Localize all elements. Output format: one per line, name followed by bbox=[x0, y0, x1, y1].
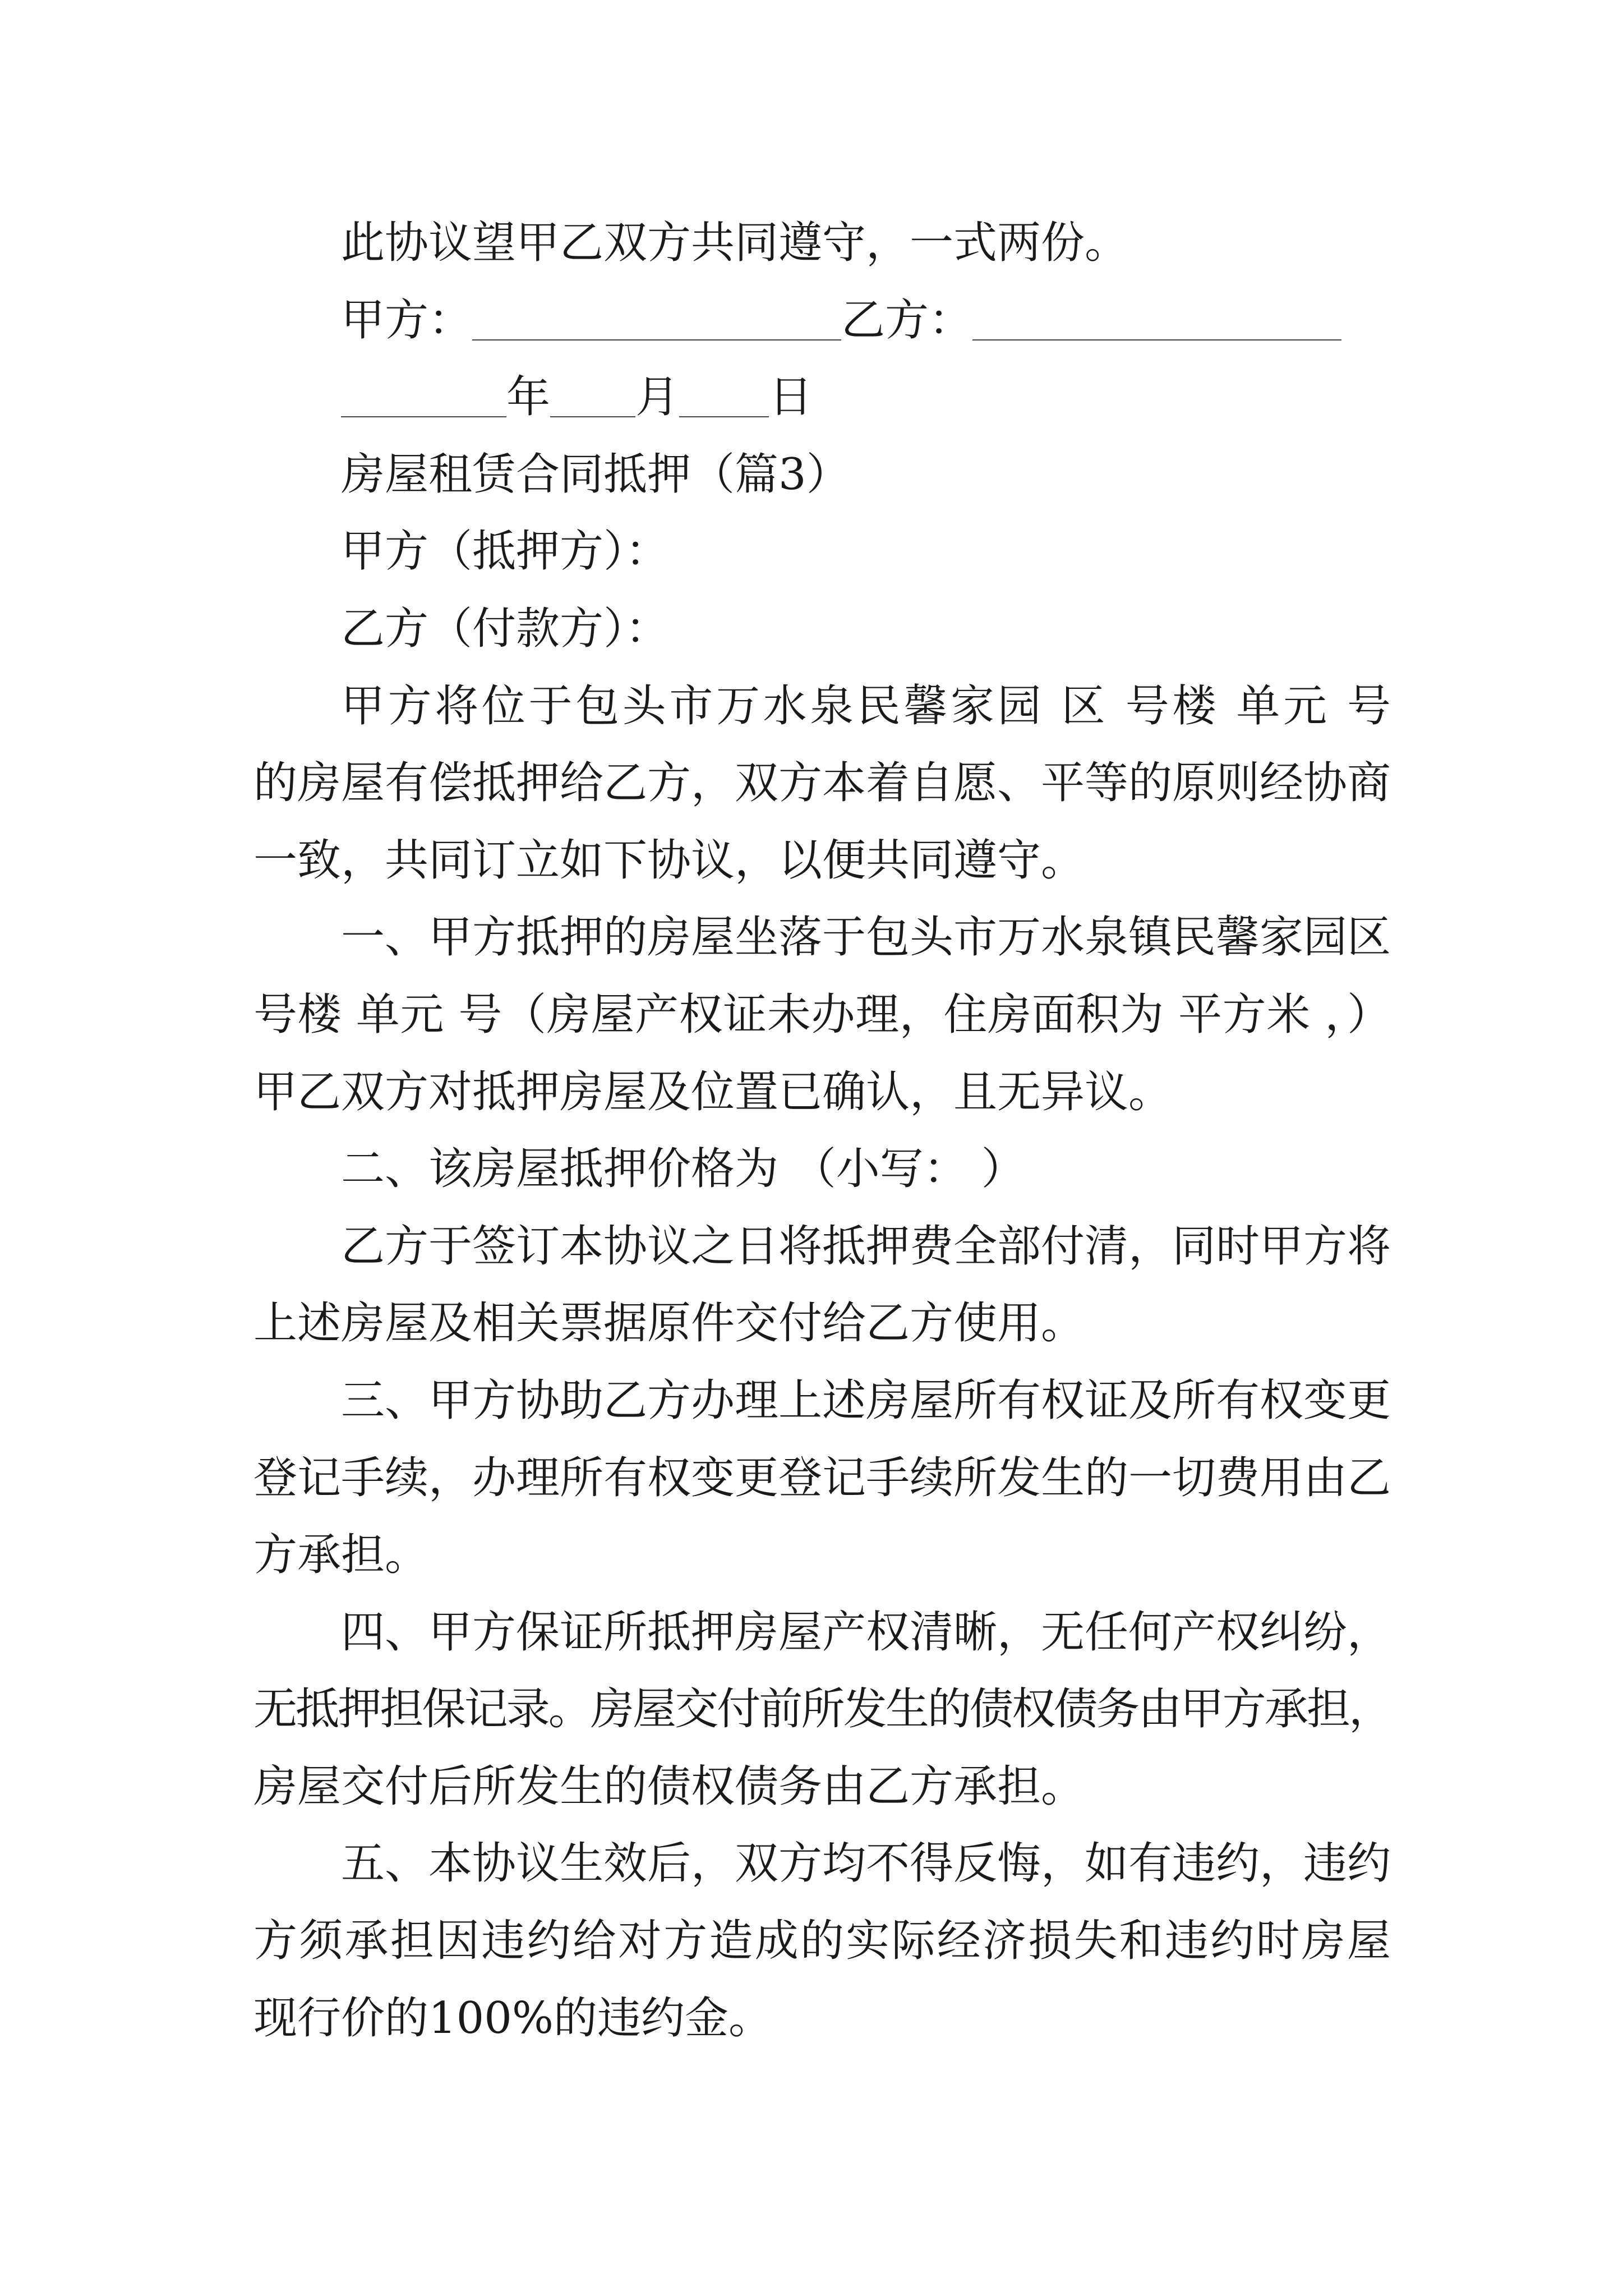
paragraph-line: 五、本协议生效后，双方均不得反悔，如有违约，违约 bbox=[341, 1838, 1391, 1889]
paragraph-line: 一、甲方抵押的房屋坐落于包头市万水泉镇民馨家园区 bbox=[341, 912, 1391, 963]
day-label: 日 bbox=[769, 372, 813, 423]
date-line bbox=[253, 359, 1391, 436]
party-b-signature-blank bbox=[972, 339, 1341, 341]
paragraph-line: 二、该房屋抵押价格为 （小写： ） bbox=[341, 1144, 1025, 1195]
paragraph-line: 无抵押担保记录。房屋交付前所发生的债权债务由甲方承担， bbox=[253, 1684, 1391, 1735]
section-title: 房屋租赁合同抵押（篇3） bbox=[341, 449, 850, 500]
paragraph-line: 甲乙双方对抵押房屋及位置已确认，且无异议。 bbox=[253, 1066, 1173, 1117]
paragraph-line: 房屋交付后所发生的债权债务由乙方承担。 bbox=[253, 1761, 1085, 1812]
paragraph-line: 三、甲方协助乙方办理上述房屋所有权证及所有权变更 bbox=[341, 1375, 1391, 1426]
paragraph-line: 一致，共同订立如下协议，以便共同遵守。 bbox=[253, 835, 1085, 886]
party-b-signature-label: 乙方： bbox=[841, 295, 973, 346]
paragraph-line: 方承担。 bbox=[253, 1530, 429, 1581]
month-label: 月 bbox=[635, 372, 680, 423]
party-a-signature-label: 甲方： bbox=[341, 295, 473, 346]
year-label: 年 bbox=[506, 372, 551, 423]
paragraph-line: 方须承担因违约给对方造成的实际经济损失和违约时房屋 bbox=[253, 1916, 1391, 1967]
day-blank bbox=[679, 416, 769, 417]
paragraph-line: 乙方于签订本协议之日将抵押费全部付清，同时甲方将 bbox=[341, 1221, 1391, 1272]
paragraph-line: 上述房屋及相关票据原件交付给乙方使用。 bbox=[253, 1298, 1085, 1349]
paragraph-line: 现行价的100%的违约金。 bbox=[253, 1993, 772, 2044]
paragraph-line: 甲方将位于包头市万水泉民馨家园 区 号楼 单元 号 bbox=[341, 680, 1391, 731]
month-blank bbox=[550, 416, 635, 417]
signature-line bbox=[253, 282, 1391, 360]
paragraph-line: 的房屋有偿抵押给乙方，双方本着自愿、平等的原则经协商 bbox=[253, 758, 1391, 809]
document-body bbox=[253, 205, 1391, 2057]
party-b-heading: 乙方（付款方）： bbox=[341, 603, 670, 654]
party-a-heading: 甲方（抵押方）： bbox=[341, 526, 670, 577]
paragraph-line: 号楼 单元 号（房屋产权证未办理，住房面积为 平方米 ，） bbox=[253, 989, 1391, 1040]
closing-statement: 此协议望甲乙双方共同遵守，一式两份。 bbox=[341, 218, 1129, 268]
paragraph-line: 四、甲方保证所抵押房屋产权清晰，无任何产权纠纷， bbox=[341, 1607, 1391, 1658]
paragraph-line: 登记手续，办理所有权变更登记手续所发生的一切费用由乙 bbox=[253, 1452, 1391, 1503]
year-blank bbox=[341, 416, 506, 417]
party-a-signature-blank bbox=[472, 339, 841, 341]
